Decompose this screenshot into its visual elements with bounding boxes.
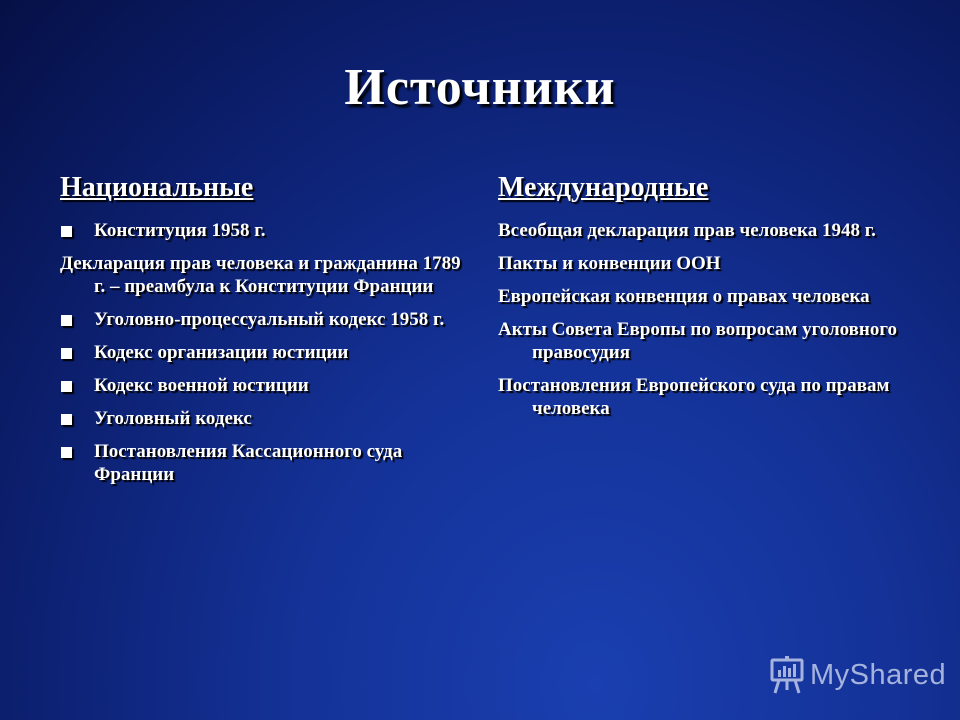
- list-item-text: Всеобщая декларация прав человека 1948 г.: [498, 220, 876, 241]
- list-item-text: Конституция 1958 г.: [94, 220, 266, 241]
- slide-title: Источники: [344, 59, 616, 116]
- list-item: [498, 252, 910, 275]
- square-bullet-icon: [61, 348, 72, 359]
- national-heading: Национальные: [60, 172, 254, 203]
- list-item: [60, 407, 472, 430]
- list-item-text: Декларация прав человека и гражданина 1789 г. – преамбула к Конституции Франции: [60, 253, 461, 297]
- list-item: [60, 308, 472, 331]
- international-sources-column: [498, 170, 910, 430]
- list-item: [60, 252, 472, 298]
- national-list: [60, 219, 472, 486]
- presentation-board-icon: [770, 656, 804, 694]
- list-item: [60, 374, 472, 397]
- list-item-text: Акты Совета Европы по вопросам уголовного правосудия: [498, 319, 898, 363]
- square-bullet-icon: [61, 414, 72, 425]
- list-item-text: Кодекс военной юстиции: [94, 375, 309, 396]
- list-item: [60, 440, 472, 486]
- international-list: [498, 219, 910, 420]
- list-item: [498, 318, 910, 364]
- list-item: [498, 285, 910, 308]
- square-bullet-icon: [61, 315, 72, 326]
- list-item-text: Европейская конвенция о правах человека: [498, 286, 870, 307]
- list-item-text: Уголовно-процессуальный кодекс 1958 г.: [94, 309, 445, 330]
- list-item: [60, 341, 472, 364]
- list-item: [60, 219, 472, 242]
- square-bullet-icon: [61, 447, 72, 458]
- list-item-text: Пакты и конвенции ООН: [498, 253, 721, 274]
- list-item: [498, 374, 910, 420]
- myshared-watermark[interactable]: [770, 655, 946, 695]
- international-heading: Международные: [498, 172, 709, 203]
- list-item-text: Уголовный кодекс: [94, 408, 252, 429]
- square-bullet-icon: [61, 226, 72, 237]
- list-item: [498, 219, 910, 242]
- square-bullet-icon: [61, 381, 72, 392]
- watermark-text: MyShared: [810, 658, 947, 691]
- list-item-text: Постановления Кассационного суда Франции: [94, 441, 403, 485]
- list-item-text: Кодекс организации юстиции: [94, 342, 349, 363]
- national-sources-column: [60, 170, 472, 496]
- list-item-text: Постановления Европейского суда по правам человека: [498, 375, 890, 419]
